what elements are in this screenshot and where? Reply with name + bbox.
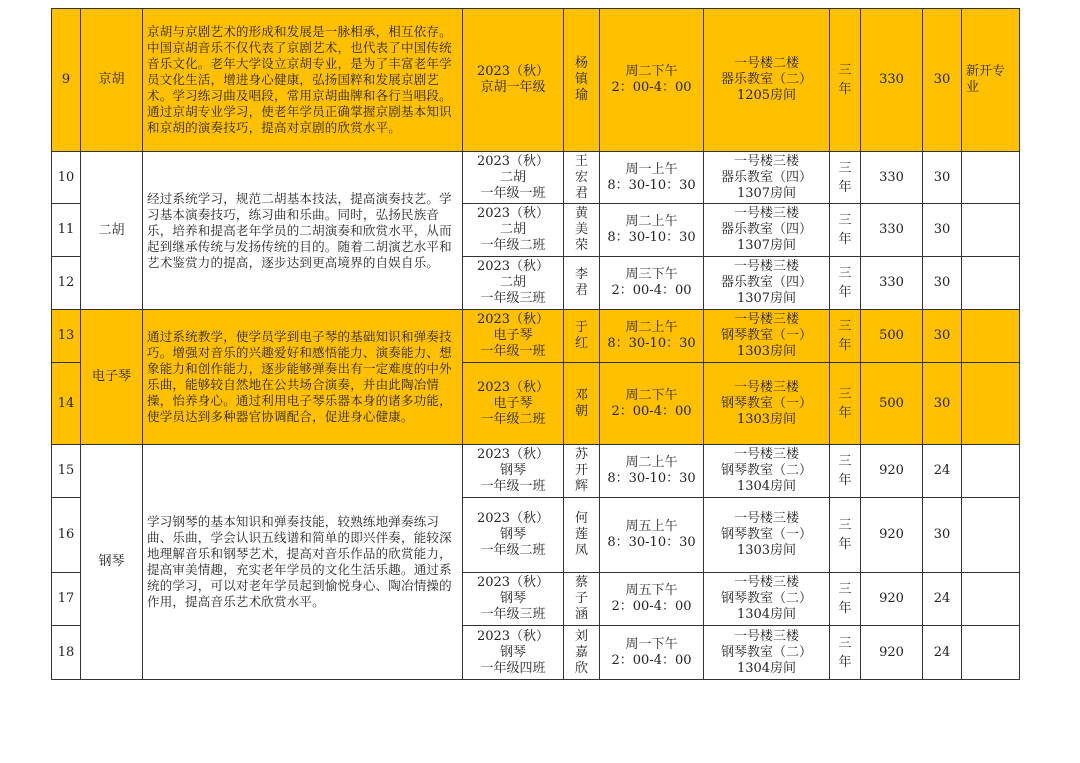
class-name-cell <box>463 626 564 680</box>
fee-cell: 330 <box>861 152 923 204</box>
class-line: 二胡 <box>499 275 526 290</box>
subject-cell: 京胡 <box>81 9 143 152</box>
time-cell <box>600 257 704 310</box>
teacher-name: 杨镇瑜 <box>575 56 589 103</box>
duration-text: 三年 <box>838 63 852 97</box>
room-line: 一号楼二楼 <box>733 56 799 71</box>
room-line: 一号楼三楼 <box>733 206 799 221</box>
time-line: 周一上午 <box>625 161 678 177</box>
teacher-name: 苏开辉 <box>575 447 589 494</box>
row-number: 18 <box>52 626 81 680</box>
room-line: 一号楼三楼 <box>733 259 799 274</box>
class-line: 京胡一年级 <box>480 80 546 95</box>
room-cell <box>704 257 830 310</box>
capacity-cell: 30 <box>923 363 962 445</box>
row-number: 11 <box>52 204 81 257</box>
class-name-cell <box>463 363 564 445</box>
capacity-cell: 24 <box>923 445 962 498</box>
capacity-cell: 30 <box>923 498 962 573</box>
time-cell <box>600 573 704 626</box>
class-line: 2023（秋） <box>476 511 550 526</box>
teacher-cell <box>564 573 600 626</box>
room-cell <box>704 204 830 257</box>
row-number: 16 <box>52 498 81 573</box>
table-row <box>52 9 1020 152</box>
subject-cell: 二胡 <box>81 152 143 310</box>
subject-cell: 钢琴 <box>81 445 143 680</box>
note-cell <box>962 363 1020 445</box>
class-line: 一年级二班 <box>480 411 546 427</box>
fee-cell: 330 <box>861 204 923 257</box>
teacher-cell <box>564 9 600 152</box>
class-line: 2023（秋） <box>476 153 550 169</box>
room-line: 1307房间 <box>736 291 797 306</box>
teacher-cell <box>564 310 600 363</box>
room-line: 钢琴教室（一） <box>720 328 812 343</box>
note-cell <box>962 498 1020 573</box>
room-line: 一号楼三楼 <box>733 511 799 526</box>
class-line: 钢琴 <box>499 591 526 606</box>
time-line: 周一下午 <box>625 636 678 652</box>
class-line: 2023（秋） <box>476 379 550 395</box>
note-cell <box>962 573 1020 626</box>
room-line: 钢琴教室（一） <box>720 527 812 542</box>
teacher-cell <box>564 445 600 498</box>
capacity-cell: 30 <box>923 9 962 152</box>
class-line: 电子琴 <box>493 328 533 343</box>
class-line: 2023（秋） <box>476 259 550 274</box>
class-name-cell <box>463 498 564 573</box>
note-cell <box>962 310 1020 363</box>
room-line: 1304房间 <box>736 660 797 676</box>
capacity-cell: 30 <box>923 204 962 257</box>
class-line: 一年级一班 <box>480 479 546 494</box>
time-line: 周二下午 <box>625 387 678 403</box>
room-cell <box>704 573 830 626</box>
room-cell <box>704 310 830 363</box>
class-name-cell <box>463 445 564 498</box>
room-line: 1303房间 <box>736 543 797 558</box>
class-line: 2023（秋） <box>476 575 550 590</box>
note-cell <box>962 257 1020 310</box>
class-line: 电子琴 <box>493 395 533 411</box>
teacher-name: 李君 <box>575 267 589 298</box>
time-line: 2：00-4：00 <box>611 599 692 614</box>
class-line: 一年级二班 <box>480 238 546 253</box>
duration-cell <box>830 9 861 152</box>
teacher-name: 王宏君 <box>575 153 589 201</box>
row-number: 12 <box>52 257 81 310</box>
time-line: 8：30-10：30 <box>607 230 696 245</box>
note-cell <box>962 204 1020 257</box>
subject-cell: 电子琴 <box>81 310 143 445</box>
time-cell <box>600 626 704 680</box>
time-line: 8：30-10：30 <box>607 471 696 486</box>
time-line: 8：30-10：30 <box>607 177 696 193</box>
table-row <box>52 310 1020 363</box>
note-cell <box>962 445 1020 498</box>
class-line: 2023（秋） <box>476 447 550 462</box>
duration-cell <box>830 573 861 626</box>
room-line: 一号楼三楼 <box>733 575 799 590</box>
class-line: 一年级一班 <box>480 185 546 201</box>
note-cell <box>962 626 1020 680</box>
room-line: 钢琴教室（二） <box>720 463 812 478</box>
time-line: 2：00-4：00 <box>611 283 692 298</box>
time-cell <box>600 445 704 498</box>
class-line: 2023（秋） <box>476 628 550 644</box>
class-name-cell <box>463 152 564 204</box>
room-cell <box>704 445 830 498</box>
course-description: 通过系统教学，使学员学到电子琴的基础知识和弹奏技巧。增强对音乐的兴趣爱好和感悟能力、演奏能力、想象能力和创作能力，逐步能够弹奏出有一定难度的中外乐曲，能够较自然地在公共场合演奏，并由此陶冶情操，怡养身心。通过利用电子琴乐器本身的诸多功能，使学员达到多种器官协调配合，促进身心健康。 <box>143 310 463 445</box>
class-line: 二胡 <box>499 222 526 237</box>
room-line: 钢琴教室（一） <box>720 395 812 411</box>
course-description: 学习钢琴的基本知识和弹奏技能，较熟练地弹奏练习曲、乐曲，学会认识五线谱和简单的即兴伴奏，能较深地理解音乐和钢琴艺术，提高对音乐作品的欣赏能力，提高审美情趣，充实老年学员的文化生活乐趣。通过系统的学习，可以对老年学员起到愉悦身心、陶冶情操的作用，提高音乐艺术欣赏水平。 <box>143 445 463 680</box>
room-cell <box>704 152 830 204</box>
class-line: 2023（秋） <box>476 64 550 79</box>
capacity-cell: 24 <box>923 573 962 626</box>
teacher-cell <box>564 204 600 257</box>
room-line: 一号楼三楼 <box>733 447 799 462</box>
fee-cell: 330 <box>861 257 923 310</box>
time-line: 周二上午 <box>625 455 678 470</box>
duration-text: 三年 <box>838 213 852 247</box>
room-cell <box>704 498 830 573</box>
class-name-cell <box>463 310 564 363</box>
room-line: 1205房间 <box>736 88 797 103</box>
duration-cell <box>830 363 861 445</box>
room-line: 1303房间 <box>736 411 797 427</box>
room-line: 1307房间 <box>736 238 797 253</box>
room-line: 1304房间 <box>736 479 797 494</box>
row-number: 10 <box>52 152 81 204</box>
duration-cell <box>830 204 861 257</box>
row-number: 14 <box>52 363 81 445</box>
class-name-cell <box>463 257 564 310</box>
duration-text: 三年 <box>838 518 852 552</box>
duration-text: 三年 <box>838 635 852 670</box>
room-cell <box>704 9 830 152</box>
time-line: 周二上午 <box>625 320 678 335</box>
class-line: 一年级四班 <box>480 660 546 676</box>
time-line: 周三下午 <box>625 267 678 282</box>
room-line: 1303房间 <box>736 344 797 359</box>
teacher-name: 刘嘉欣 <box>575 628 589 676</box>
room-line: 钢琴教室（二） <box>720 644 812 660</box>
capacity-cell: 24 <box>923 626 962 680</box>
time-cell <box>600 363 704 445</box>
duration-cell <box>830 152 861 204</box>
teacher-cell <box>564 498 600 573</box>
room-line: 一号楼三楼 <box>733 379 799 395</box>
class-line: 2023（秋） <box>476 206 550 221</box>
time-line: 8：30-10：30 <box>607 535 696 550</box>
duration-text: 三年 <box>838 454 852 488</box>
time-cell <box>600 9 704 152</box>
room-cell <box>704 626 830 680</box>
room-line: 一号楼三楼 <box>733 628 799 644</box>
room-line: 一号楼三楼 <box>733 153 799 169</box>
duration-cell <box>830 257 861 310</box>
class-line: 一年级三班 <box>480 607 546 622</box>
teacher-name: 于红 <box>575 320 589 351</box>
fee-cell: 500 <box>861 310 923 363</box>
class-line: 钢琴 <box>499 527 526 542</box>
time-line: 8：30-10：30 <box>607 336 696 351</box>
teacher-cell <box>564 257 600 310</box>
time-line: 周二下午 <box>625 64 678 79</box>
fee-cell: 920 <box>861 498 923 573</box>
room-line: 钢琴教室（二） <box>720 591 812 606</box>
capacity-cell: 30 <box>923 257 962 310</box>
room-line: 器乐教室（二） <box>720 72 812 87</box>
room-line: 器乐教室（四） <box>720 222 812 237</box>
time-line: 周二上午 <box>625 214 678 229</box>
time-cell <box>600 498 704 573</box>
time-line: 2：00-4：00 <box>611 403 692 419</box>
duration-cell <box>830 626 861 680</box>
row-number: 9 <box>52 9 81 152</box>
room-line: 1307房间 <box>736 185 797 201</box>
room-cell <box>704 363 830 445</box>
row-number: 13 <box>52 310 81 363</box>
room-line: 器乐教室（四） <box>720 275 812 290</box>
class-name-cell <box>463 9 564 152</box>
fee-cell: 330 <box>861 9 923 152</box>
class-line: 钢琴 <box>499 463 526 478</box>
time-line: 周五下午 <box>625 583 678 598</box>
class-line: 一年级三班 <box>480 291 546 306</box>
duration-cell <box>830 310 861 363</box>
row-number: 15 <box>52 445 81 498</box>
class-line: 一年级一班 <box>480 344 546 359</box>
class-line: 一年级二班 <box>480 543 546 558</box>
note-cell: 新开专业 <box>962 9 1020 152</box>
teacher-cell <box>564 626 600 680</box>
table-row <box>52 152 1020 204</box>
teacher-name: 何莲凤 <box>575 511 589 558</box>
room-line: 一号楼三楼 <box>733 312 799 327</box>
duration-text: 三年 <box>838 160 852 195</box>
capacity-cell: 30 <box>923 152 962 204</box>
room-line: 1304房间 <box>736 607 797 622</box>
teacher-name: 黄美荣 <box>575 206 589 253</box>
row-number: 17 <box>52 573 81 626</box>
teacher-cell <box>564 152 600 204</box>
time-cell <box>600 204 704 257</box>
capacity-cell: 30 <box>923 310 962 363</box>
duration-cell <box>830 445 861 498</box>
class-name-cell <box>463 573 564 626</box>
duration-text: 三年 <box>838 319 852 353</box>
course-description: 京胡与京剧艺术的形成和发展是一脉相承，相互依存。中国京胡音乐不仅代表了京剧艺术，也代表了中国传统音乐文化。老年大学设立京胡专业，是为了丰富老年学员文化生活，增进身心健康，弘扬国粹和发展京剧艺术。学习练习曲及唱段，常用京胡曲牌和各行当唱段。通过京胡专业学习，使老年学员正确掌握京剧基本知识和京胡的演奏技巧，提高对京剧的欣赏水平。 <box>143 9 463 152</box>
duration-text: 三年 <box>838 386 852 421</box>
time-cell <box>600 152 704 204</box>
fee-cell: 920 <box>861 626 923 680</box>
table-row <box>52 445 1020 498</box>
course-schedule-table <box>51 8 1020 680</box>
teacher-name: 邓朝 <box>575 387 589 419</box>
class-line: 二胡 <box>499 169 526 185</box>
duration-text: 三年 <box>838 266 852 300</box>
class-line: 钢琴 <box>499 644 526 660</box>
time-line: 2：00-4：00 <box>611 652 692 668</box>
fee-cell: 500 <box>861 363 923 445</box>
time-cell <box>600 310 704 363</box>
duration-cell <box>830 498 861 573</box>
teacher-cell <box>564 363 600 445</box>
class-line: 2023（秋） <box>476 312 550 327</box>
duration-text: 三年 <box>838 582 852 616</box>
class-name-cell <box>463 204 564 257</box>
course-description: 经过系统学习，规范二胡基本技法，提高演奏技艺。学习基本演奏技巧，练习曲和乐曲。同时，弘扬民族音乐，培养和提高老年学员的二胡演奏和欣赏水平，从而起到继承传统与发扬传统的目的。随着二胡演艺水平和艺术鉴赏力的提高，逐步达到更高境界的自娱自乐。 <box>143 152 463 310</box>
teacher-name: 蔡子涵 <box>575 575 589 622</box>
fee-cell: 920 <box>861 445 923 498</box>
note-cell <box>962 152 1020 204</box>
room-line: 器乐教室（四） <box>720 169 812 185</box>
fee-cell: 920 <box>861 573 923 626</box>
time-line: 2：00-4：00 <box>611 80 692 95</box>
time-line: 周五上午 <box>625 519 678 534</box>
